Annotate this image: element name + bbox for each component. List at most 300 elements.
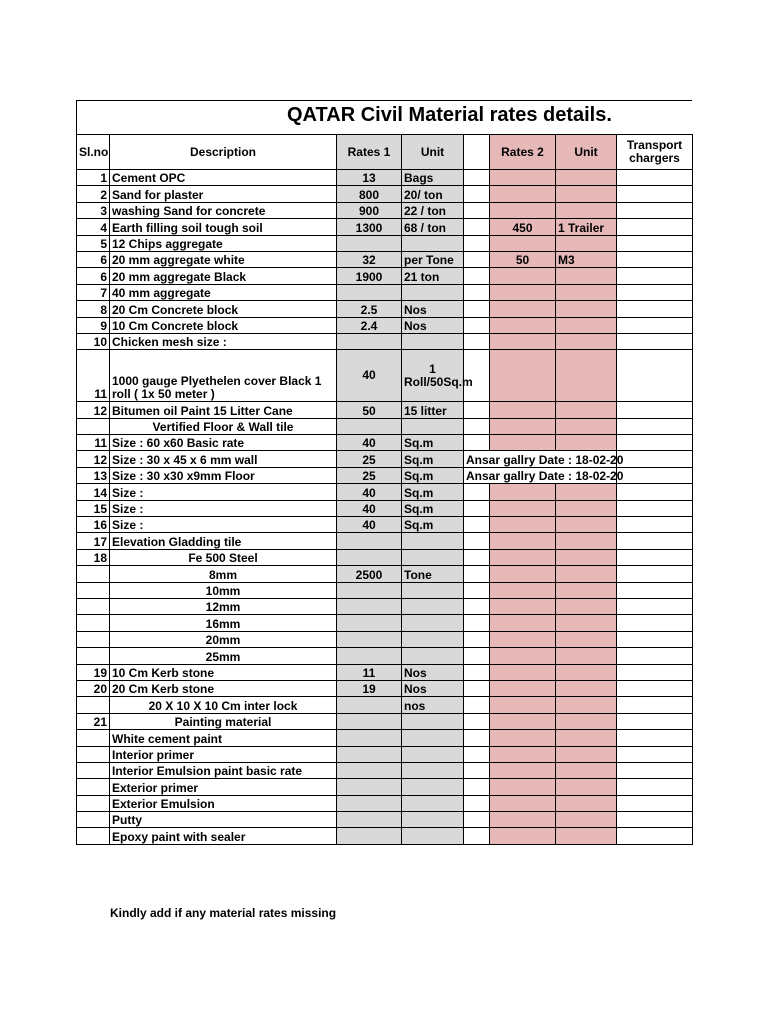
cell-rates2: 450 bbox=[490, 219, 556, 235]
table-row bbox=[77, 746, 693, 762]
cell-transport bbox=[617, 631, 693, 647]
cell-spacer bbox=[464, 713, 490, 729]
cell-description: 10 Cm Kerb stone bbox=[110, 664, 337, 680]
cell-unit2 bbox=[556, 762, 617, 778]
cell-description: Painting material bbox=[110, 713, 337, 729]
cell-transport bbox=[617, 251, 693, 267]
cell-slno: 6 bbox=[77, 268, 110, 284]
cell-slno: 8 bbox=[77, 301, 110, 317]
cell-slno: 18 bbox=[77, 549, 110, 565]
cell-rates2 bbox=[490, 317, 556, 333]
cell-rates1: 1900 bbox=[337, 268, 402, 284]
cell-rates2 bbox=[490, 746, 556, 762]
cell-rates2 bbox=[490, 812, 556, 828]
cell-spacer bbox=[464, 268, 490, 284]
cell-unit1 bbox=[402, 333, 464, 349]
cell-transport bbox=[617, 235, 693, 251]
cell-unit1 bbox=[402, 795, 464, 811]
cell-rates1: 50 bbox=[337, 402, 402, 418]
cell-unit1: Nos bbox=[402, 301, 464, 317]
cell-spacer bbox=[464, 402, 490, 418]
table-row bbox=[77, 549, 693, 565]
cell-rates1 bbox=[337, 730, 402, 746]
cell-description: Earth filling soil tough soil bbox=[110, 219, 337, 235]
cell-note: Ansar gallry Date : 18-02-20 bbox=[464, 467, 617, 483]
table-row bbox=[77, 284, 693, 300]
cell-description: Vertified Floor & Wall tile bbox=[110, 418, 337, 434]
table-row bbox=[77, 202, 693, 218]
cell-spacer bbox=[464, 680, 490, 696]
table-row bbox=[77, 828, 693, 844]
cell-rates1: 800 bbox=[337, 186, 402, 202]
table-row bbox=[77, 219, 693, 235]
cell-unit2 bbox=[556, 631, 617, 647]
cell-transport bbox=[617, 713, 693, 729]
cell-description: Elevation Gladding tile bbox=[110, 533, 337, 549]
cell-rates2 bbox=[490, 566, 556, 582]
table-row bbox=[77, 697, 693, 713]
cell-rates2 bbox=[490, 484, 556, 500]
cell-unit2: 1 Trailer bbox=[556, 219, 617, 235]
header-description: Description bbox=[110, 135, 337, 170]
cell-rates2 bbox=[490, 202, 556, 218]
cell-transport bbox=[617, 812, 693, 828]
cell-spacer bbox=[464, 828, 490, 844]
cell-unit2 bbox=[556, 418, 617, 434]
cell-slno bbox=[77, 730, 110, 746]
cell-slno: 5 bbox=[77, 235, 110, 251]
cell-rates2 bbox=[490, 533, 556, 549]
cell-rates2 bbox=[490, 582, 556, 598]
cell-transport bbox=[617, 746, 693, 762]
cell-slno: 1 bbox=[77, 170, 110, 186]
cell-unit1: Sq.m bbox=[402, 500, 464, 516]
cell-spacer bbox=[464, 235, 490, 251]
table-row bbox=[77, 795, 693, 811]
cell-description: Bitumen oil Paint 15 Litter Cane bbox=[110, 402, 337, 418]
cell-transport bbox=[617, 730, 693, 746]
cell-rates2 bbox=[490, 435, 556, 451]
cell-rates1: 32 bbox=[337, 251, 402, 267]
cell-unit2 bbox=[556, 615, 617, 631]
cell-description: 12mm bbox=[110, 598, 337, 614]
cell-unit1: Sq.m bbox=[402, 451, 464, 467]
cell-description: Exterior Emulsion bbox=[110, 795, 337, 811]
cell-spacer bbox=[464, 648, 490, 664]
cell-description: Size : bbox=[110, 517, 337, 533]
cell-unit2 bbox=[556, 268, 617, 284]
cell-spacer bbox=[464, 549, 490, 565]
cell-unit1: Tone bbox=[402, 566, 464, 582]
cell-spacer bbox=[464, 812, 490, 828]
cell-transport bbox=[617, 533, 693, 549]
cell-slno: 3 bbox=[77, 202, 110, 218]
cell-spacer bbox=[464, 795, 490, 811]
cell-description: Size : bbox=[110, 500, 337, 516]
cell-rates2 bbox=[490, 615, 556, 631]
cell-slno bbox=[77, 418, 110, 434]
cell-transport bbox=[617, 582, 693, 598]
cell-unit2 bbox=[556, 779, 617, 795]
table-row bbox=[77, 582, 693, 598]
cell-spacer bbox=[464, 730, 490, 746]
header-rates2: Rates 2 bbox=[490, 135, 556, 170]
header-row bbox=[77, 135, 693, 170]
cell-unit1 bbox=[402, 779, 464, 795]
table-row bbox=[77, 500, 693, 516]
cell-description: Epoxy paint with sealer bbox=[110, 828, 337, 844]
cell-unit2 bbox=[556, 648, 617, 664]
cell-unit1: Nos bbox=[402, 680, 464, 696]
cell-rates2 bbox=[490, 680, 556, 696]
cell-slno: 15 bbox=[77, 500, 110, 516]
table-row bbox=[77, 251, 693, 267]
cell-transport bbox=[617, 549, 693, 565]
cell-slno: 13 bbox=[77, 467, 110, 483]
header-unit2: Unit bbox=[556, 135, 617, 170]
table-row bbox=[77, 467, 693, 483]
cell-transport bbox=[617, 451, 693, 467]
cell-rates2 bbox=[490, 284, 556, 300]
cell-rates2 bbox=[490, 235, 556, 251]
cell-rates1 bbox=[337, 631, 402, 647]
cell-rates1 bbox=[337, 533, 402, 549]
cell-rates2 bbox=[490, 762, 556, 778]
cell-slno: 14 bbox=[77, 484, 110, 500]
cell-description: 40 mm aggregate bbox=[110, 284, 337, 300]
cell-slno bbox=[77, 566, 110, 582]
cell-spacer bbox=[464, 186, 490, 202]
cell-rates1: 19 bbox=[337, 680, 402, 696]
cell-rates2 bbox=[490, 828, 556, 844]
cell-description: Chicken mesh size : bbox=[110, 333, 337, 349]
table-row bbox=[77, 484, 693, 500]
cell-unit2 bbox=[556, 202, 617, 218]
cell-description: Size : 30 x 45 x 6 mm wall bbox=[110, 451, 337, 467]
cell-description: 25mm bbox=[110, 648, 337, 664]
cell-unit1 bbox=[402, 235, 464, 251]
cell-unit1: nos bbox=[402, 697, 464, 713]
cell-unit2 bbox=[556, 598, 617, 614]
cell-rates2 bbox=[490, 730, 556, 746]
cell-unit1: 1 Roll/50Sq.m bbox=[402, 350, 464, 402]
cell-unit1: Bags bbox=[402, 170, 464, 186]
cell-rates2 bbox=[490, 402, 556, 418]
cell-rates2 bbox=[490, 713, 556, 729]
cell-transport bbox=[617, 648, 693, 664]
cell-transport bbox=[617, 615, 693, 631]
cell-unit2 bbox=[556, 170, 617, 186]
cell-rates1 bbox=[337, 762, 402, 778]
table-row bbox=[77, 631, 693, 647]
cell-transport bbox=[617, 795, 693, 811]
cell-transport bbox=[617, 284, 693, 300]
cell-spacer bbox=[464, 219, 490, 235]
cell-rates1 bbox=[337, 235, 402, 251]
header-unit1: Unit bbox=[402, 135, 464, 170]
table-row bbox=[77, 648, 693, 664]
cell-spacer bbox=[464, 517, 490, 533]
cell-unit1 bbox=[402, 713, 464, 729]
cell-transport bbox=[617, 202, 693, 218]
cell-rates1 bbox=[337, 284, 402, 300]
cell-unit2 bbox=[556, 582, 617, 598]
cell-unit2 bbox=[556, 680, 617, 696]
cell-unit2 bbox=[556, 301, 617, 317]
cell-description: Interior primer bbox=[110, 746, 337, 762]
cell-unit1 bbox=[402, 284, 464, 300]
cell-slno: 19 bbox=[77, 664, 110, 680]
cell-description: 1000 gauge Plyethelen cover Black 1 roll ( 1x 50 meter ) bbox=[110, 350, 337, 402]
cell-unit2 bbox=[556, 484, 617, 500]
cell-transport bbox=[617, 186, 693, 202]
cell-slno: 12 bbox=[77, 451, 110, 467]
table-row bbox=[77, 517, 693, 533]
table-row bbox=[77, 762, 693, 778]
cell-rates2 bbox=[490, 648, 556, 664]
cell-slno: 4 bbox=[77, 219, 110, 235]
cell-description: Sand for plaster bbox=[110, 186, 337, 202]
cell-unit1: 21 ton bbox=[402, 268, 464, 284]
cell-unit1: Sq.m bbox=[402, 467, 464, 483]
cell-description: Exterior primer bbox=[110, 779, 337, 795]
title-row bbox=[76, 100, 692, 134]
table-row bbox=[77, 680, 693, 696]
cell-transport bbox=[617, 680, 693, 696]
cell-spacer bbox=[464, 746, 490, 762]
cell-rates1: 40 bbox=[337, 500, 402, 516]
table-row bbox=[77, 533, 693, 549]
cell-unit2 bbox=[556, 186, 617, 202]
cell-slno bbox=[77, 631, 110, 647]
header-slno: Sl.no bbox=[77, 135, 110, 170]
table-row bbox=[77, 435, 693, 451]
cell-unit2 bbox=[556, 828, 617, 844]
cell-transport bbox=[617, 301, 693, 317]
table-row bbox=[77, 333, 693, 349]
cell-unit1: Sq.m bbox=[402, 484, 464, 500]
cell-rates1 bbox=[337, 549, 402, 565]
cell-rates1: 40 bbox=[337, 517, 402, 533]
cell-rates1 bbox=[337, 746, 402, 762]
cell-rates2 bbox=[490, 664, 556, 680]
cell-spacer bbox=[464, 500, 490, 516]
cell-rates2 bbox=[490, 697, 556, 713]
cell-rates1 bbox=[337, 812, 402, 828]
cell-slno bbox=[77, 779, 110, 795]
cell-unit1: 20/ ton bbox=[402, 186, 464, 202]
cell-slno: 11 bbox=[77, 435, 110, 451]
cell-slno: 2 bbox=[77, 186, 110, 202]
cell-rates1: 25 bbox=[337, 451, 402, 467]
cell-unit2 bbox=[556, 664, 617, 680]
cell-rates1: 40 bbox=[337, 435, 402, 451]
cell-rates2 bbox=[490, 350, 556, 402]
cell-rates1 bbox=[337, 333, 402, 349]
cell-unit1 bbox=[402, 549, 464, 565]
cell-slno: 17 bbox=[77, 533, 110, 549]
cell-spacer bbox=[464, 664, 490, 680]
cell-transport bbox=[617, 467, 693, 483]
table-row bbox=[77, 451, 693, 467]
cell-spacer bbox=[464, 301, 490, 317]
cell-unit2 bbox=[556, 549, 617, 565]
table-row bbox=[77, 812, 693, 828]
cell-unit2 bbox=[556, 812, 617, 828]
cell-rates1: 2.5 bbox=[337, 301, 402, 317]
cell-rates1 bbox=[337, 828, 402, 844]
table-row bbox=[77, 713, 693, 729]
cell-slno: 6 bbox=[77, 251, 110, 267]
cell-unit1 bbox=[402, 598, 464, 614]
cell-rates1 bbox=[337, 615, 402, 631]
cell-unit1 bbox=[402, 648, 464, 664]
cell-unit2 bbox=[556, 284, 617, 300]
cell-unit1: Sq.m bbox=[402, 517, 464, 533]
cell-transport bbox=[617, 268, 693, 284]
table-row bbox=[77, 566, 693, 582]
cell-unit1 bbox=[402, 631, 464, 647]
cell-rates1: 2.4 bbox=[337, 317, 402, 333]
cell-unit2 bbox=[556, 435, 617, 451]
cell-slno: 20 bbox=[77, 680, 110, 696]
cell-transport bbox=[617, 664, 693, 680]
cell-slno: 12 bbox=[77, 402, 110, 418]
cell-unit1: Nos bbox=[402, 317, 464, 333]
cell-unit1 bbox=[402, 812, 464, 828]
cell-description: 8mm bbox=[110, 566, 337, 582]
cell-description: 16mm bbox=[110, 615, 337, 631]
cell-transport bbox=[617, 517, 693, 533]
table-row bbox=[77, 779, 693, 795]
cell-rates1 bbox=[337, 713, 402, 729]
cell-unit2 bbox=[556, 235, 617, 251]
cell-spacer bbox=[464, 170, 490, 186]
cell-spacer bbox=[464, 484, 490, 500]
cell-description: Cement OPC bbox=[110, 170, 337, 186]
cell-rates2 bbox=[490, 517, 556, 533]
table-body bbox=[77, 170, 693, 845]
cell-transport bbox=[617, 418, 693, 434]
cell-slno bbox=[77, 762, 110, 778]
cell-rates2 bbox=[490, 500, 556, 516]
cell-spacer bbox=[464, 533, 490, 549]
header-spacer bbox=[464, 135, 490, 170]
cell-rates1: 40 bbox=[337, 350, 402, 402]
cell-rates2 bbox=[490, 268, 556, 284]
cell-transport bbox=[617, 484, 693, 500]
cell-unit2 bbox=[556, 730, 617, 746]
cell-rates1 bbox=[337, 648, 402, 664]
cell-unit1: 15 litter bbox=[402, 402, 464, 418]
cell-transport bbox=[617, 435, 693, 451]
cell-description: Interior Emulsion paint basic rate bbox=[110, 762, 337, 778]
cell-transport bbox=[617, 170, 693, 186]
cell-description: 20 Cm Kerb stone bbox=[110, 680, 337, 696]
cell-unit2 bbox=[556, 317, 617, 333]
cell-transport bbox=[617, 402, 693, 418]
cell-unit2 bbox=[556, 517, 617, 533]
cell-spacer bbox=[464, 566, 490, 582]
cell-unit1: Nos bbox=[402, 664, 464, 680]
cell-rates2 bbox=[490, 631, 556, 647]
cell-description: 12 Chips aggregate bbox=[110, 235, 337, 251]
cell-unit1 bbox=[402, 582, 464, 598]
cell-spacer bbox=[464, 582, 490, 598]
cell-spacer bbox=[464, 779, 490, 795]
cell-description: 20 mm aggregate Black bbox=[110, 268, 337, 284]
cell-unit2: M3 bbox=[556, 251, 617, 267]
cell-description: 20 X 10 X 10 Cm inter lock bbox=[110, 697, 337, 713]
rates-sheet bbox=[76, 100, 692, 845]
table-row bbox=[77, 235, 693, 251]
cell-unit2 bbox=[556, 333, 617, 349]
cell-transport bbox=[617, 350, 693, 402]
cell-description: Fe 500 Steel bbox=[110, 549, 337, 565]
cell-rates2 bbox=[490, 549, 556, 565]
cell-unit1 bbox=[402, 730, 464, 746]
cell-rates2 bbox=[490, 301, 556, 317]
header-rates1: Rates 1 bbox=[337, 135, 402, 170]
cell-rates2 bbox=[490, 779, 556, 795]
table-row bbox=[77, 268, 693, 284]
cell-unit2 bbox=[556, 697, 617, 713]
cell-slno: 11 bbox=[77, 350, 110, 402]
cell-rates1 bbox=[337, 697, 402, 713]
sheet-title: QATAR Civil Material rates details. bbox=[287, 104, 612, 126]
cell-slno bbox=[77, 582, 110, 598]
cell-unit1: 68 / ton bbox=[402, 219, 464, 235]
cell-spacer bbox=[464, 202, 490, 218]
cell-transport bbox=[617, 762, 693, 778]
cell-slno: 9 bbox=[77, 317, 110, 333]
cell-slno: 16 bbox=[77, 517, 110, 533]
cell-rates2 bbox=[490, 418, 556, 434]
cell-description: 20 Cm Concrete block bbox=[110, 301, 337, 317]
cell-transport bbox=[617, 500, 693, 516]
cell-spacer bbox=[464, 631, 490, 647]
cell-slno: 10 bbox=[77, 333, 110, 349]
cell-description: 10mm bbox=[110, 582, 337, 598]
cell-unit2 bbox=[556, 533, 617, 549]
cell-rates2 bbox=[490, 598, 556, 614]
table-row bbox=[77, 301, 693, 317]
cell-unit1 bbox=[402, 615, 464, 631]
cell-slno bbox=[77, 697, 110, 713]
cell-spacer bbox=[464, 615, 490, 631]
cell-slno bbox=[77, 812, 110, 828]
cell-transport bbox=[617, 333, 693, 349]
table-row bbox=[77, 317, 693, 333]
cell-slno bbox=[77, 615, 110, 631]
cell-slno bbox=[77, 795, 110, 811]
cell-unit2 bbox=[556, 566, 617, 582]
footer-note: Kindly add if any material rates missing bbox=[110, 906, 337, 920]
cell-transport bbox=[617, 317, 693, 333]
cell-description: 20 mm aggregate white bbox=[110, 251, 337, 267]
cell-rates1 bbox=[337, 582, 402, 598]
table-row bbox=[77, 615, 693, 631]
table-row bbox=[77, 170, 693, 186]
cell-unit1 bbox=[402, 828, 464, 844]
cell-unit1: per Tone bbox=[402, 251, 464, 267]
cell-description: Size : bbox=[110, 484, 337, 500]
cell-rates1: 11 bbox=[337, 664, 402, 680]
cell-description: washing Sand for concrete bbox=[110, 202, 337, 218]
cell-rates1 bbox=[337, 795, 402, 811]
cell-unit2 bbox=[556, 350, 617, 402]
cell-unit1 bbox=[402, 533, 464, 549]
